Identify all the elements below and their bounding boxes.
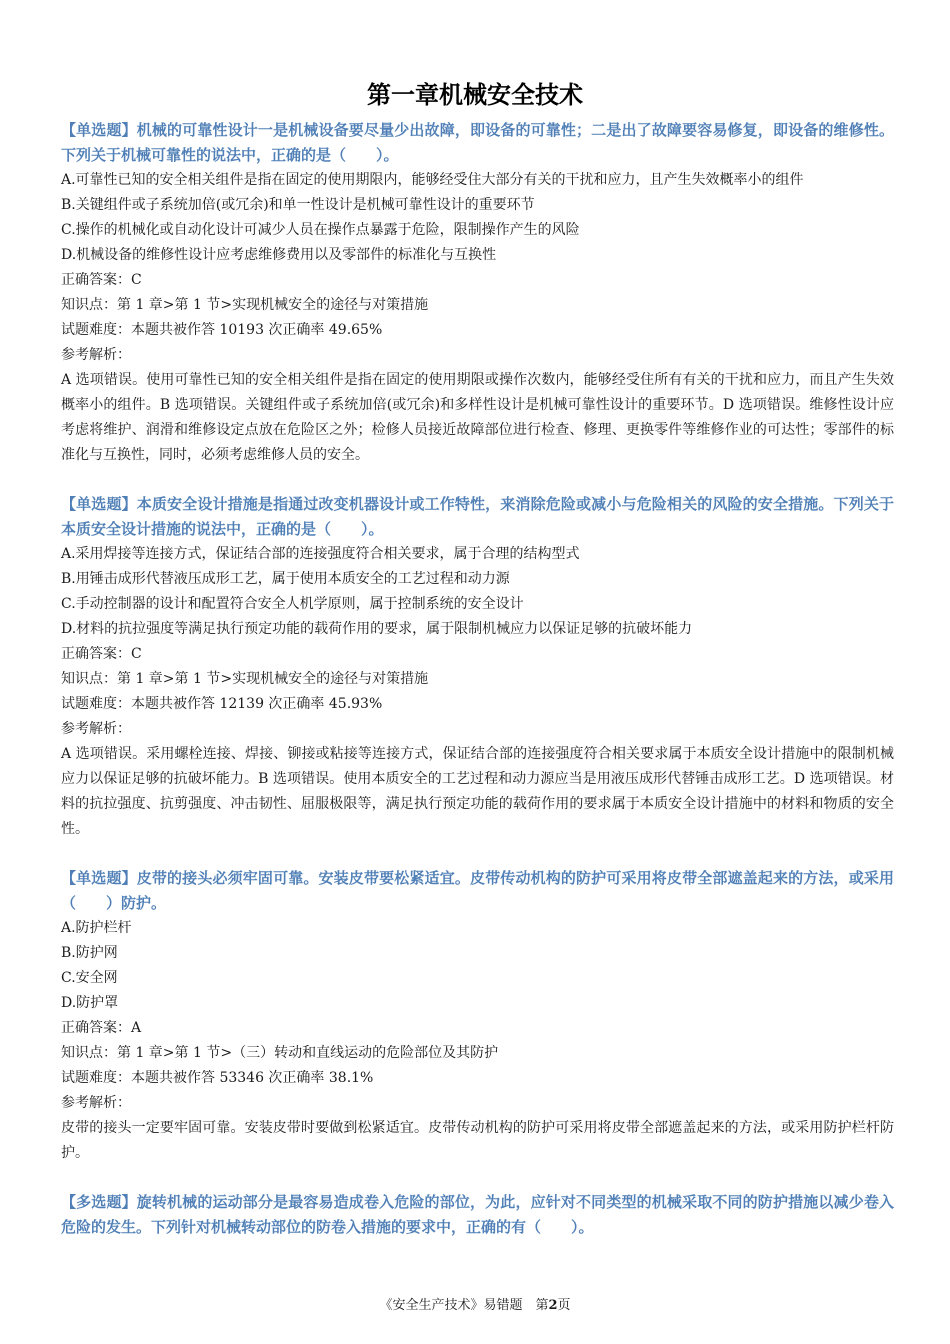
question-block (61, 118, 894, 468)
option-c: C.操作的机械化或自动化设计可减少人员在操作点暴露于危险，限制操作产生的风险 (61, 222, 580, 238)
analysis-label: 参考解析： (61, 347, 131, 363)
correct-answer: 正确答案：A (61, 1020, 142, 1036)
difficulty-stat: 试题难度：本题共被作答 12139 次正确率 45.93% (61, 696, 383, 712)
option-c: C.手动控制器的设计和配置符合安全人机学原则，属于控制系统的安全设计 (61, 596, 524, 612)
knowledge-point: 知识点：第 1 章>第 1 节>（三）转动和直线运动的危险部位及其防护 (61, 1045, 499, 1061)
chapter-title: 第一章机械安全技术 (367, 81, 583, 109)
option-b: B.关键组件或子系统加倍(或冗余)和单一性设计是机械可靠性设计的重要环节 (61, 197, 535, 213)
question-stem: 【单选题】皮带的接头必须牢固可靠。安装皮带要松紧适宜。皮带传动机构的防护可采用将皮带全部遮盖起来的方法，或采用（ ）防护。 (61, 869, 894, 912)
option-c: C.安全网 (61, 970, 118, 986)
option-a: A.采用焊接等连接方式，保证结合部的连接强度符合相关要求，属于合理的结构型式 (61, 546, 580, 562)
option-a: A.防护栏杆 (61, 920, 132, 936)
analysis-text: A 选项错误。使用可靠性已知的安全相关组件是指在固定的使用期限或操作次数内，能够经受住所有有关的干扰和应力，而且产生失效概率小的组件。B 选项错误。关键组件或子系统加倍(或冗余)和多样性设计是机械可靠性设计的重要环节。D 选项错误。维修性设计应考虑将维护、润滑和维修设定点放在危险区之外；检修人员接近故障部位进行检查、修理、更换零件等维修作业的可达性；零部件的标准化与互换性，同时，必须考虑维修人员的安全。 (61, 372, 894, 463)
question-block (61, 1190, 894, 1240)
correct-answer: 正确答案：C (61, 646, 142, 662)
knowledge-point: 知识点：第 1 章>第 1 节>实现机械安全的途径与对策措施 (61, 297, 429, 313)
option-b: B.用锤击成形代替液压成形工艺，属于使用本质安全的工艺过程和动力源 (61, 571, 510, 587)
question-block (61, 866, 894, 1166)
question-stem: 【单选题】本质安全设计措施是指通过改变机器设计或工作特性，来消除危险或减小与危险相关的风险的安全措施。下列关于本质安全设计措施的说法中，正确的是（ ）。 (61, 495, 894, 538)
footer-text: 《安全生产技术》易错题 第 (379, 1298, 549, 1313)
analysis-text: A 选项错误。采用螺栓连接、焊接、铆接或粘接等连接方式，保证结合部的连接强度符合相关要求属于本质安全设计措施中的限制机械应力以保证足够的抗破坏能力。B 选项错误。使用本质安全的工艺过程和动力源应当是用液压成形代替锤击成形工艺。D 选项错误。材料的抗拉强度、抗剪强度、冲击韧性、屈服极限等，满足执行预定功能的载荷作用的要求属于本质安全设计措施中的材料和物质的安全性。 (61, 746, 894, 837)
knowledge-point: 知识点：第 1 章>第 1 节>实现机械安全的途径与对策措施 (61, 671, 429, 687)
question-list (61, 118, 894, 1264)
option-d: D.机械设备的维修性设计应考虑维修费用以及零部件的标准化与互换性 (61, 247, 497, 263)
option-d: D.防护罩 (61, 995, 119, 1011)
page-footer (0, 1296, 950, 1316)
page-number: 2 (548, 1298, 558, 1313)
option-d: D.材料的抗拉强度等满足执行预定功能的载荷作用的要求，属于限制机械应力以保证足够的抗破坏能力 (61, 621, 693, 637)
question-stem: 【多选题】旋转机械的运动部分是最容易造成卷入危险的部位，为此，应针对不同类型的机械采取不同的防护措施以减少卷入危险的发生。下列针对机械转动部位的防卷入措施的要求中，正确的有（ ）。 (61, 1193, 894, 1236)
analysis-label: 参考解析： (61, 1095, 131, 1111)
question-block (61, 492, 894, 842)
analysis-text: 皮带的接头一定要牢固可靠。安装皮带时要做到松紧适宜。皮带传动机构的防护可采用将皮带全部遮盖起来的方法，或采用防护栏杆防护。 (61, 1120, 894, 1161)
question-stem: 【单选题】机械的可靠性设计一是机械设备要尽量少出故障，即设备的可靠性；二是出了故障要容易修复，即设备的维修性。下列关于机械可靠性的说法中，正确的是（ ）。 (61, 121, 894, 164)
analysis-label: 参考解析： (61, 721, 131, 737)
correct-answer: 正确答案：C (61, 272, 142, 288)
option-b: B.防护网 (61, 945, 118, 961)
difficulty-stat: 试题难度：本题共被作答 53346 次正确率 38.1% (61, 1070, 374, 1086)
difficulty-stat: 试题难度：本题共被作答 10193 次正确率 49.65% (61, 322, 383, 338)
footer-suffix: 页 (557, 1298, 571, 1313)
option-a: A.可靠性已知的安全相关组件是指在固定的使用期限内，能够经受住大部分有关的干扰和应力，且产生失效概率小的组件 (61, 172, 804, 188)
